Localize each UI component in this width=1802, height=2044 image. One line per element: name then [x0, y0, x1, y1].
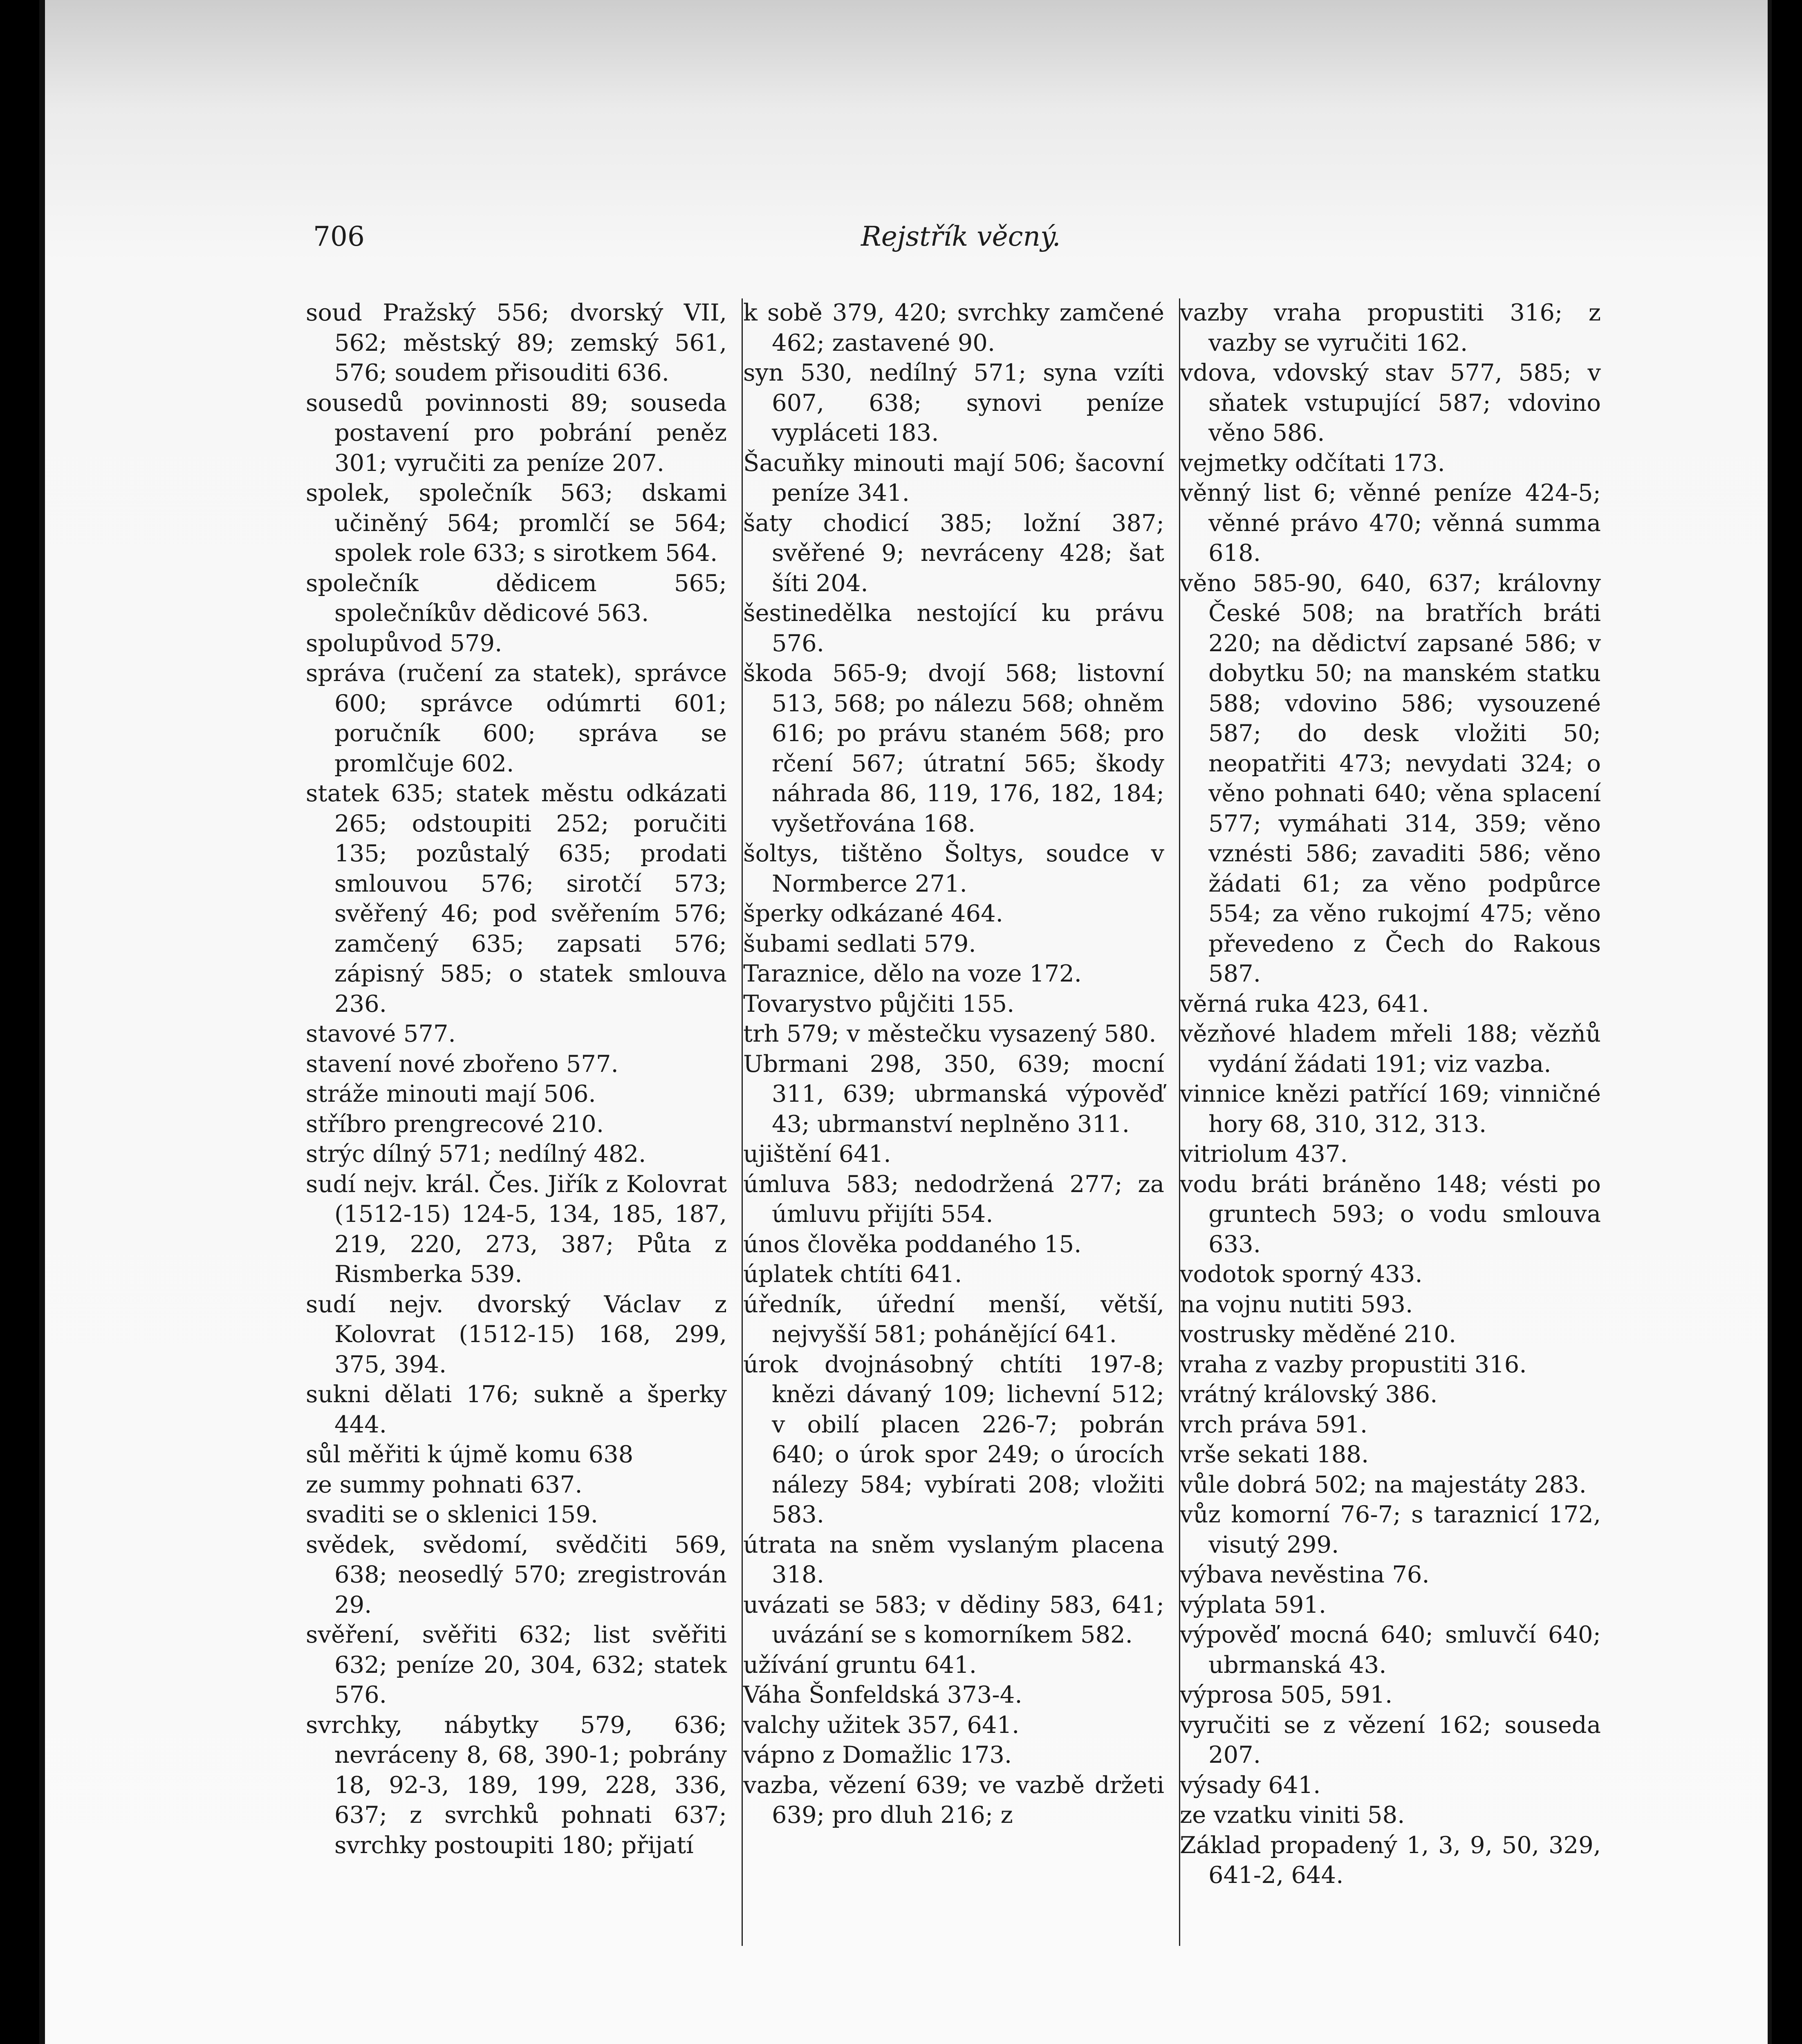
index-entry: vrátný královský 386.: [1180, 1381, 1438, 1408]
index-entry: škoda 565-9; dvojí 568; listovní 513, 568; po nálezu 568; ohněm 616; po právu staném 568; pro rčení 567; útratní 565; škody náhrada 86, 119, 176, 182, 184; vyšetřována 168.: [743, 659, 1164, 837]
index-entry: vinnice knězi patřící 169; vinničné hory 68, 310, 312, 313.: [1180, 1080, 1601, 1138]
index-entry: výpověď mocná 640; smluvčí 640; ubrmanská 43.: [1180, 1621, 1601, 1679]
index-entry: spolupůvod 579.: [306, 629, 502, 657]
index-entry: užívání gruntu 641.: [743, 1651, 977, 1679]
index-entry: úrok dvojnásobný chtíti 197-8; knězi dávaný 109; lichevní 512; v obilí placen 226-7; pobrán 640; o úrok spor 249; o úrocích nálezy 584; vybírati 208; vložiti 583.: [743, 1350, 1164, 1528]
index-entry: ze vzatku viniti 58.: [1180, 1801, 1405, 1829]
index-entry: sukni dělati 176; sukně a šperky 444.: [306, 1381, 727, 1438]
index-entry: na vojnu nutiti 593.: [1180, 1290, 1413, 1318]
index-entry: vdova, vdovský stav 577, 585; v sňatek vstupující 587; vdovino věno 586.: [1180, 359, 1601, 446]
index-entry: soud Pražský 556; dvorský VII, 562; městský 89; zemský 561, 576; soudem přisouditi 636.: [306, 299, 727, 386]
index-entry: stavení nové zbořeno 577.: [306, 1050, 619, 1078]
index-entry: vodu bráti bráněno 148; vésti po gruntech 593; o vodu smlouva 633.: [1180, 1170, 1601, 1258]
index-entry: trh 579; v městečku vysazený 580.: [743, 1020, 1157, 1047]
index-entry: svědek, svědomí, svědčiti 569, 638; neosedlý 570; zregistrován 29.: [306, 1531, 727, 1618]
index-entry: úředník, úřední menší, větší, nejvyšší 581; pohánějící 641.: [743, 1290, 1164, 1348]
index-entry: výprosa 505, 591.: [1180, 1681, 1393, 1708]
index-entry: Váha Šonfeldská 373-4.: [743, 1681, 1022, 1708]
index-entry: vodotok sporný 433.: [1180, 1260, 1423, 1288]
index-entry: útrata na sněm vyslaným placena 318.: [743, 1531, 1164, 1588]
index-entry: vazby vraha propustiti 316; z vazby se vyručiti 162.: [1180, 299, 1601, 356]
index-entry: úplatek chtíti 641.: [743, 1260, 962, 1288]
index-entry: výbava nevěstina 76.: [1180, 1561, 1430, 1588]
index-column-middle: [743, 298, 1164, 1830]
column-divider: [742, 298, 743, 1946]
index-entry: uvázati se 583; v dědiny 583, 641; uvázání se s komorníkem 582.: [743, 1591, 1164, 1648]
index-entry: společník dědicem 565; společníkův dědicové 563.: [306, 569, 727, 627]
index-entry: k sobě 379, 420; svrchky zamčené 462; zastavené 90.: [743, 299, 1164, 356]
index-entry: ze summy pohnati 637.: [306, 1470, 583, 1498]
index-entry: vejmetky odčítati 173.: [1180, 449, 1445, 477]
index-entry: výplata 591.: [1180, 1591, 1327, 1618]
index-entry: šubami sedlati 579.: [743, 930, 976, 957]
index-entry: svaditi se o sklenici 159.: [306, 1501, 598, 1528]
index-entry: věnný list 6; věnné peníze 424-5; věnné právo 470; věnná summa 618.: [1180, 479, 1601, 567]
index-entry: Ubrmani 298, 350, 639; mocní 311, 639; ubrmanská výpověď 43; ubrmanství neplněno 311.: [743, 1050, 1164, 1138]
index-entry: šestinedělka nestojící ku právu 576.: [743, 599, 1164, 657]
index-entry: stříbro prengrecové 210.: [306, 1110, 604, 1138]
index-entry: sůl měřiti k újmě komu 638: [306, 1441, 634, 1468]
index-entry: sousedů povinnosti 89; souseda postavení pro pobrání peněz 301; vyručiti za peníze 207.: [306, 389, 727, 477]
index-entry: vápno z Domažlic 173.: [743, 1741, 1012, 1768]
index-entry: stráže minouti mají 506.: [306, 1080, 596, 1107]
index-entry: šoltys, tištěno Šoltys, soudce v Normberce 271.: [743, 840, 1164, 897]
index-entry: výsady 641.: [1180, 1771, 1321, 1799]
index-column-right: [1180, 298, 1601, 1890]
index-entry: vůz komorní 76-7; s taraznicí 172, visutý 299.: [1180, 1501, 1601, 1558]
index-entry: statek 635; statek městu odkázati 265; odstoupiti 252; poručiti 135; pozůstalý 635; prodati smlouvou 576; sirotčí 573; svěřený 46; pod svěřením 576; zamčený 635; zapsati 576; zápisný 585; o statek smlouva 236.: [306, 780, 727, 1018]
index-entry: Tovarystvo půjčiti 155.: [743, 990, 1015, 1018]
index-entry: svrchky, nábytky 579, 636; nevráceny 8, 68, 390-1; pobrány 18, 92-3, 189, 199, 228, 336, 637; z svrchků pohnati 637; svrchky postoupiti 180; přijatí: [306, 1711, 727, 1859]
page-number: 706: [313, 221, 365, 252]
scanned-page: [39, 0, 1772, 2044]
index-entry: vazba, vězení 639; ve vazbě držeti 639; pro dluh 216; z: [743, 1771, 1164, 1829]
index-entry: sudí nejv. dvorský Václav z Kolovrat (1512-15) 168, 299, 375, 394.: [306, 1290, 727, 1378]
running-title: Rejstřík věcný.: [861, 221, 1061, 252]
index-entry: stavové 577.: [306, 1020, 456, 1047]
index-entry: úmluva 583; nedodržená 277; za úmluvu přijíti 554.: [743, 1170, 1164, 1228]
index-entry: Šacuňky minouti mají 506; šacovní peníze 341.: [743, 449, 1164, 507]
index-entry: šperky odkázané 464.: [743, 900, 1003, 927]
page-header: [39, 221, 1772, 266]
index-entry: vůle dobrá 502; na majestáty 283.: [1180, 1470, 1587, 1498]
index-entry: vrše sekati 188.: [1180, 1441, 1369, 1468]
index-entry: syn 530, nedílný 571; syna vzíti 607, 638; synovi peníze vypláceti 183.: [743, 359, 1164, 446]
index-entry: vraha z vazby propustiti 316.: [1180, 1350, 1527, 1378]
index-entry: šaty chodicí 385; ložní 387; svěřené 9; nevráceny 428; šat šíti 204.: [743, 509, 1164, 597]
index-entry: svěření, svěřiti 632; list svěřiti 632; peníze 20, 304, 632; statek 576.: [306, 1621, 727, 1708]
index-entry: vostrusky měděné 210.: [1180, 1320, 1457, 1348]
index-entry: správa (ručení za statek), správce 600; správce odúmrti 601; poručník 600; správa se promlčuje 602.: [306, 659, 727, 777]
index-entry: vrch práva 591.: [1180, 1410, 1368, 1438]
index-entry: spolek, společník 563; dskami učiněný 564; promlčí se 564; spolek role 633; s sirotkem 564.: [306, 479, 727, 567]
index-column-left: [306, 298, 727, 1860]
index-entry: strýc dílný 571; nedílný 482.: [306, 1140, 646, 1168]
index-entry: Taraznice, dělo na voze 172.: [743, 960, 1082, 987]
index-entry: valchy užitek 357, 641.: [743, 1711, 1020, 1739]
index-entry: sudí nejv. král. Čes. Jiřík z Kolovrat (1512-15) 124-5, 134, 185, 187, 219, 220, 273, 387; Půta z Rismberka 539.: [306, 1170, 727, 1288]
index-entry: Základ propadený 1, 3, 9, 50, 329, 641-2, 644.: [1180, 1831, 1601, 1889]
index-entry: ujištění 641.: [743, 1140, 891, 1168]
index-entry: věno 585-90, 640, 637; královny České 508; na bratřích bráti 220; na dědictví zapsané 586; v dobytku 50; na manském statku 588; vdovino 586; vysouzené 587; do desk vložiti 50; neopatřiti 473; nevydati 324; o věno pohnati 640; věna splacení 577; vymáhati 314, 359; věno vznésti 586; zavaditi 586; věno žádati 61; za věno podpůrce 554; za věno rukojmí 475; věno převedeno z Čech do Rakous 587.: [1180, 569, 1601, 987]
index-entry: věrná ruka 423, 641.: [1180, 990, 1429, 1018]
index-entry: únos člověka poddaného 15.: [743, 1230, 1082, 1258]
index-entry: vitriolum 437.: [1180, 1140, 1348, 1168]
index-entry: vyručiti se z vězení 162; souseda 207.: [1180, 1711, 1601, 1768]
index-entry: vězňové hladem mřeli 188; vězňů vydání žádati 191; viz vazba.: [1180, 1020, 1601, 1078]
